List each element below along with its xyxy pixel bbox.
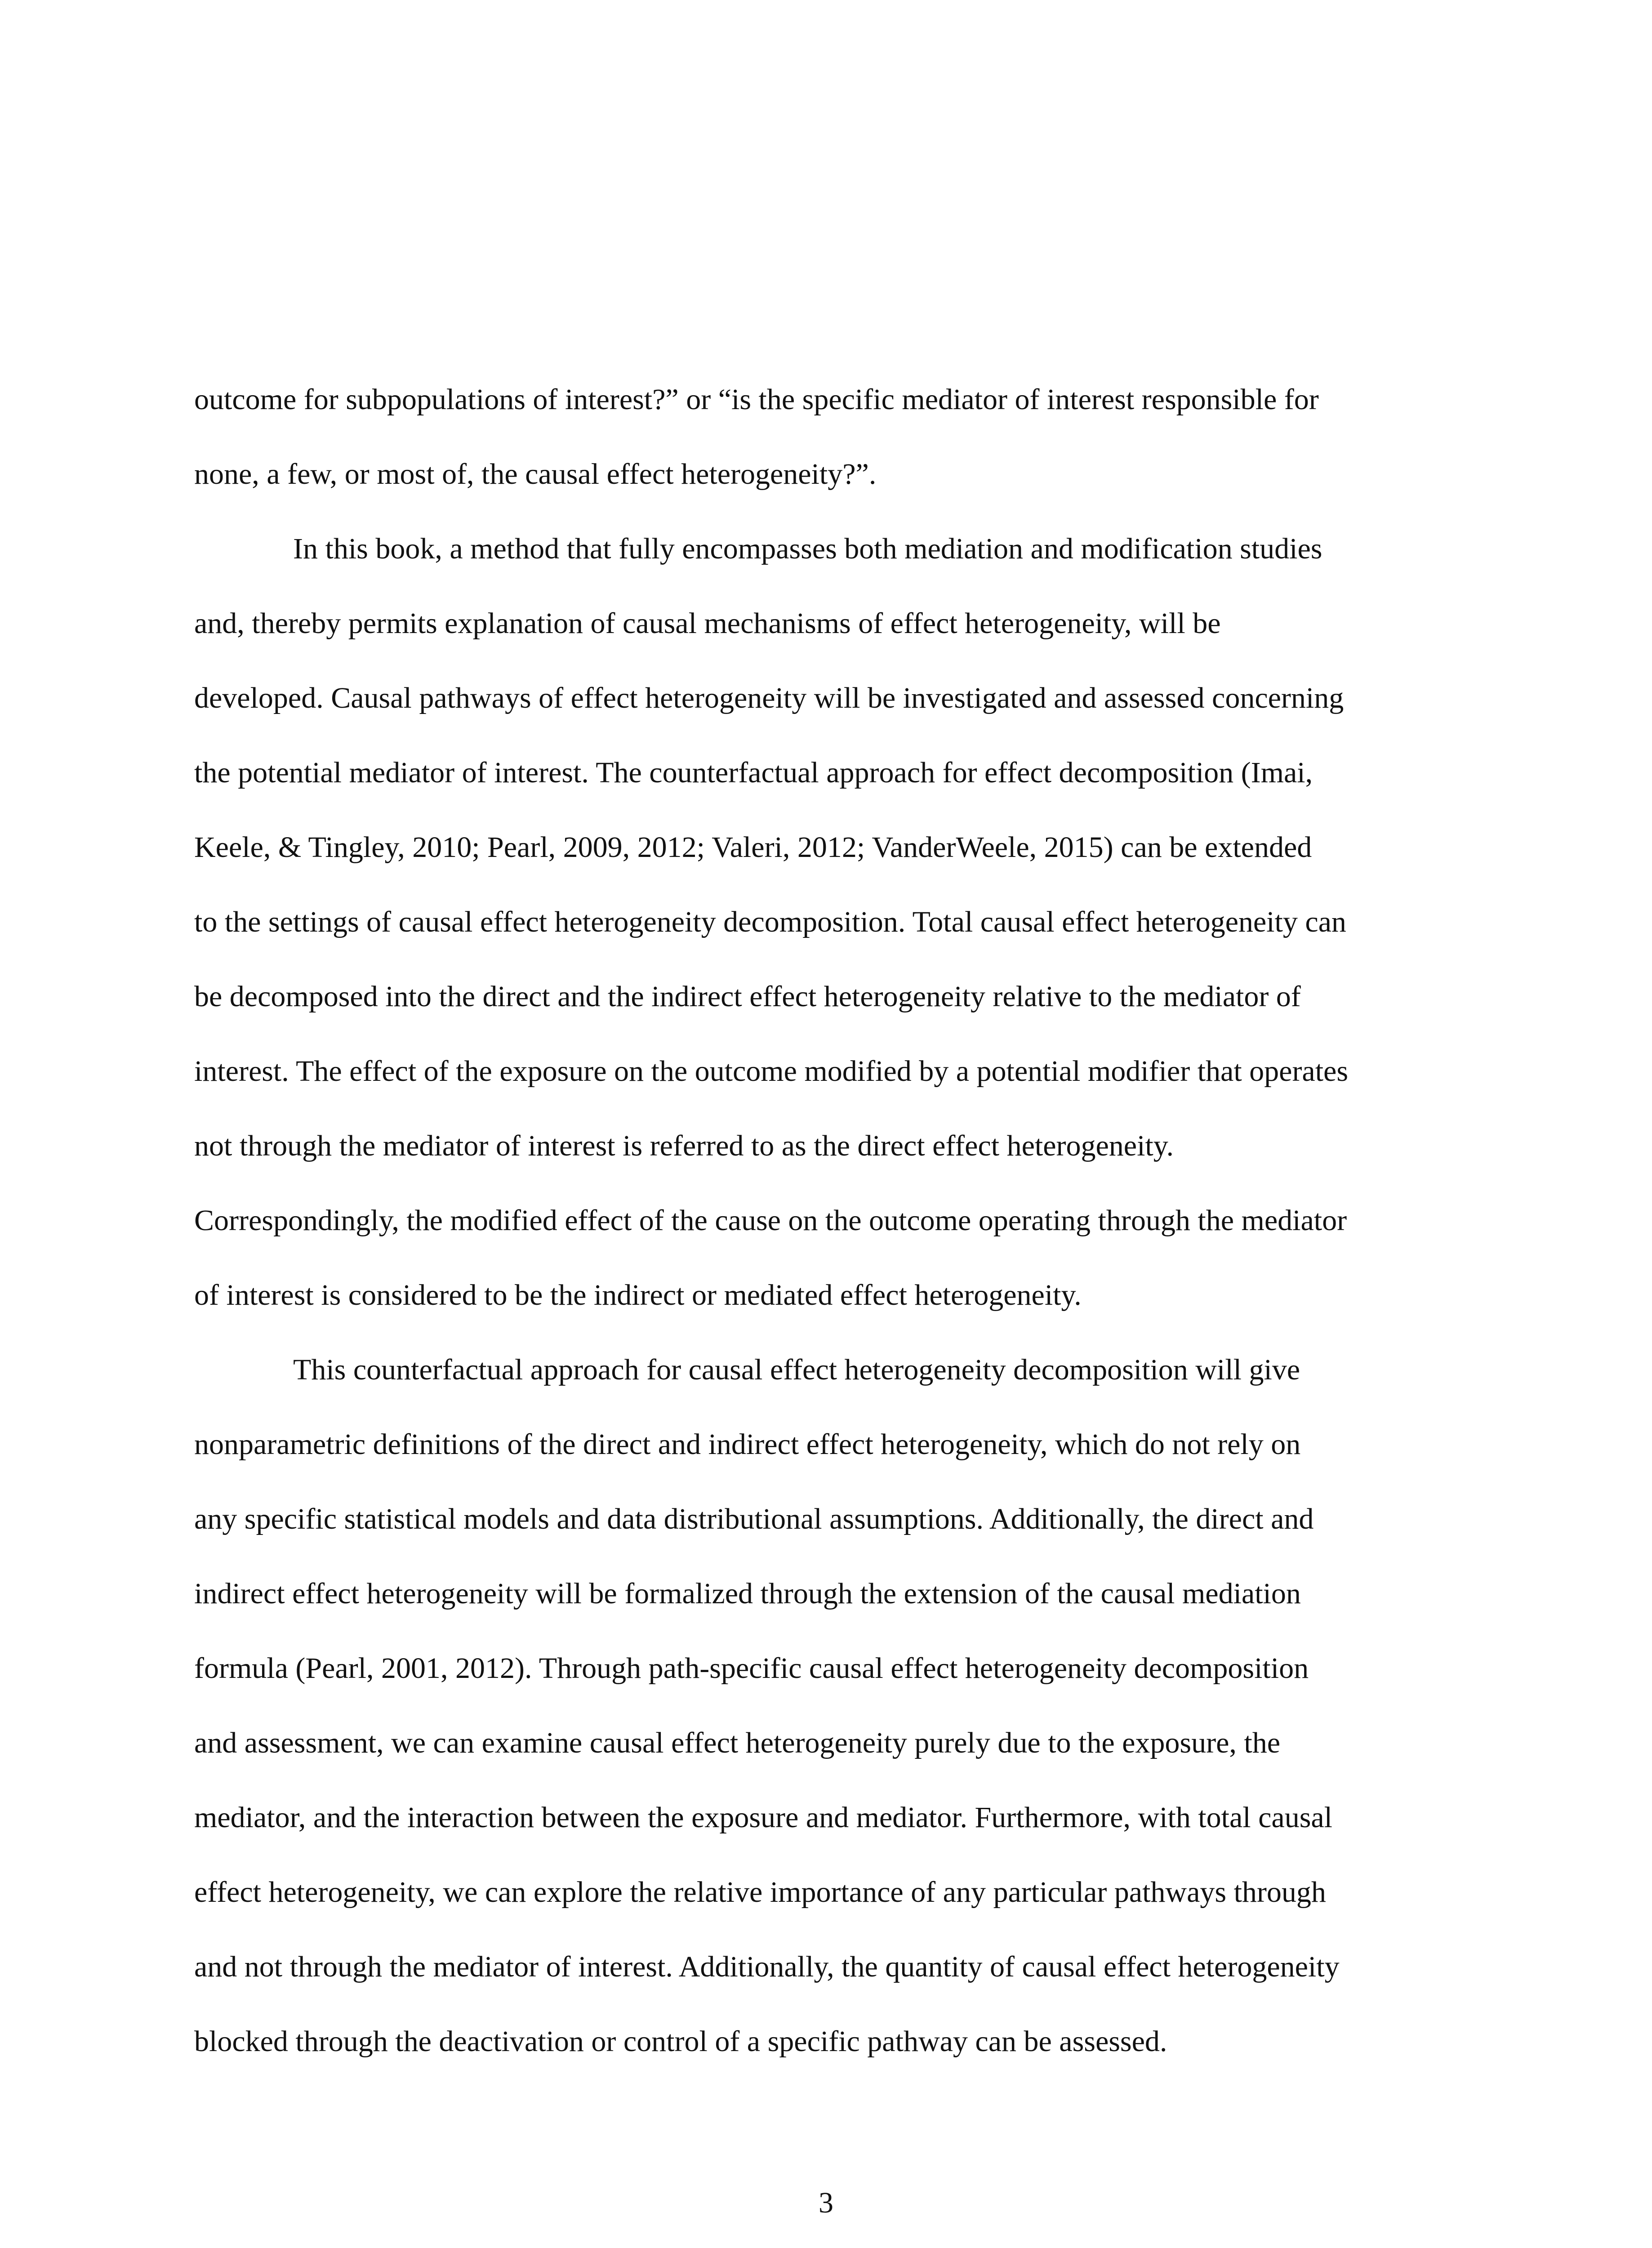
text-line: outcome for subpopulations of interest?” or “is the specific mediator of interest responsible for — [194, 383, 1319, 416]
text-line: be decomposed into the direct and the indirect effect heterogeneity relative to the mediator of — [194, 980, 1301, 1013]
text-line: to the settings of causal effect heterogeneity decomposition. Total causal effect heterogeneity can — [194, 905, 1346, 938]
text-line: This counterfactual approach for causal effect heterogeneity decomposition will give — [293, 1353, 1300, 1386]
text-line: and not through the mediator of interest. Additionally, the quantity of causal effect heterogeneity — [194, 1950, 1340, 1983]
text-line: Keele, & Tingley, 2010; Pearl, 2009, 2012; Valeri, 2012; VanderWeele, 2015) can be extended — [194, 831, 1312, 864]
text-line: interest. The effect of the exposure on the outcome modified by a potential modifier that operates — [194, 1055, 1349, 1088]
text-line: Correspondingly, the modified effect of the cause on the outcome operating through the mediator — [194, 1204, 1347, 1237]
text-line: blocked through the deactivation or control of a specific pathway can be assessed. — [194, 2025, 1167, 2058]
text-line: effect heterogeneity, we can explore the relative importance of any particular pathways through — [194, 1876, 1326, 1909]
body-text — [194, 362, 1453, 2079]
text-line: of interest is considered to be the indirect or mediated effect heterogeneity. — [194, 1279, 1082, 1311]
text-line: nonparametric definitions of the direct and indirect effect heterogeneity, which do not rely on — [194, 1428, 1301, 1461]
text-line: mediator, and the interaction between the exposure and mediator. Furthermore, with total causal — [194, 1801, 1333, 1834]
text-line: any specific statistical models and data distributional assumptions. Additionally, the direct and — [194, 1503, 1314, 1535]
text-line: the potential mediator of interest. The counterfactual approach for effect decomposition (Imai, — [194, 756, 1313, 789]
text-line: none, a few, or most of, the causal effect heterogeneity?”. — [194, 458, 877, 491]
text-line: In this book, a method that fully encompasses both mediation and modification studies — [293, 532, 1322, 565]
text-line: developed. Causal pathways of effect heterogeneity will be investigated and assessed concerning — [194, 682, 1344, 714]
text-line: and, thereby permits explanation of causal mechanisms of effect heterogeneity, will be — [194, 607, 1221, 640]
text-line: indirect effect heterogeneity will be formalized through the extension of the causal mediation — [194, 1577, 1301, 1610]
text-line: formula (Pearl, 2001, 2012). Through path-specific causal effect heterogeneity decomposition — [194, 1652, 1309, 1685]
text-line: not through the mediator of interest is referred to as the direct effect heterogeneity. — [194, 1129, 1174, 1162]
text-line: and assessment, we can examine causal effect heterogeneity purely due to the exposure, the — [194, 1726, 1280, 1759]
page-number: 3 — [819, 2186, 833, 2219]
